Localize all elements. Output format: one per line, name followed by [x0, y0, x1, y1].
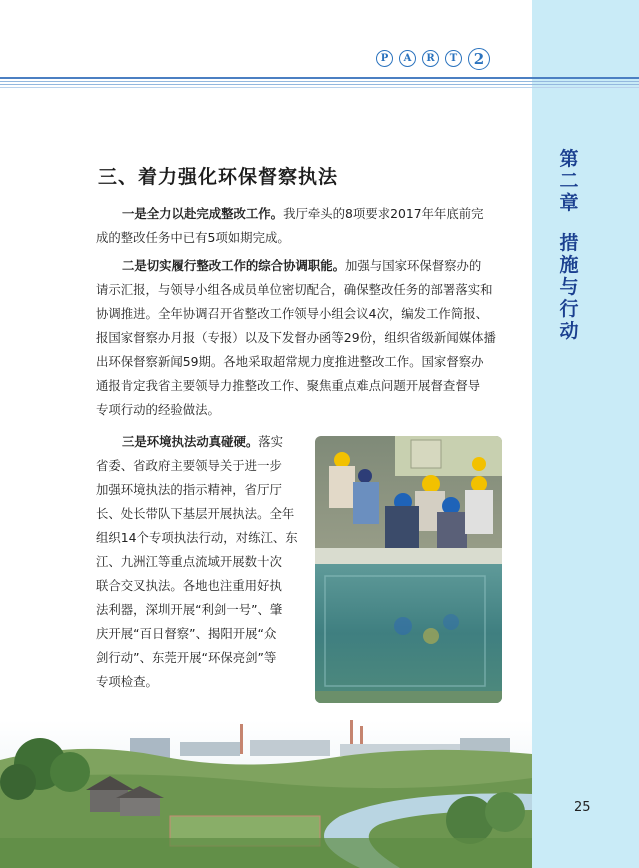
- text-line: 长、处长带队下基层开展执法。全年: [96, 506, 295, 521]
- text-line: 加强环境执法的指示精神，省厅厅: [96, 482, 282, 497]
- chapter-char: 与: [559, 276, 579, 298]
- chapter-char: 动: [559, 320, 579, 342]
- text-line: 我厅牵头的8项要求2017年年底前完: [283, 206, 484, 221]
- text-line: 通报肯定我省主要领导力推整改工作、聚焦重点难点问题开展督查督导: [96, 378, 481, 393]
- header-stripe: [0, 87, 639, 88]
- paragraph-lead: 一是全力以赴完成整改工作。: [122, 206, 284, 221]
- chapter-char: 章: [559, 192, 579, 214]
- text-line: 专项检查。: [96, 674, 158, 689]
- text-line: 省委、省政府主要领导关于进一步: [96, 458, 282, 473]
- text-line: 联合交叉执法。各地也注重用好执: [96, 578, 282, 593]
- paragraph-2: [96, 254, 496, 422]
- part-letter-a: A: [399, 50, 416, 67]
- paragraph-3: [96, 430, 298, 694]
- text-line: 庆开展“百日督察”、揭阳开展“众: [96, 626, 277, 641]
- text-line: 剑行动”、东莞开展“环保亮剑”等: [96, 650, 277, 665]
- text-line: 请示汇报，与领导小组各成员单位密切配合，确保整改任务的部署落实和: [96, 282, 493, 297]
- chapter-char: 二: [559, 170, 579, 192]
- part-letter-r: R: [422, 50, 439, 67]
- part-label: [376, 50, 496, 72]
- text-line: 成的整改任务中已有5项如期完成。: [96, 230, 290, 245]
- paragraph-lead: 三是环境执法动真碰硬。: [122, 434, 259, 449]
- header-stripe: [0, 84, 639, 85]
- inspection-photo: [315, 436, 502, 703]
- chapter-char: 第: [559, 148, 579, 170]
- header-stripe: [0, 77, 639, 79]
- text-line: 加强与国家环保督察办的: [345, 258, 482, 273]
- text-line: 出环保督察新闻59期。各地采取超常规力度推进整改工作。国家督察办: [96, 354, 484, 369]
- text-line: 协调推进。全年协调召开省整改工作领导小组会议4次，编发工作简报、: [96, 306, 488, 321]
- text-line: 落实: [258, 434, 284, 449]
- page-number: 25: [574, 800, 591, 815]
- text-line: 报国家督察办月报（专报）以及下发督办函等29份，组织省级新闻媒体播: [96, 330, 496, 345]
- chapter-title: [552, 148, 586, 342]
- chapter-char: 措: [559, 232, 579, 254]
- part-letter-t: T: [445, 50, 462, 67]
- text-line: 专项行动的经验做法。: [96, 402, 220, 417]
- header-stripe: [0, 81, 639, 82]
- river-landscape-image: [0, 720, 532, 868]
- paragraph-1: [96, 202, 484, 250]
- text-line: 组织14个专项执法行动，对练江、东: [96, 530, 298, 545]
- chapter-char: 行: [559, 298, 579, 320]
- section-heading: 三、着力强化环保督察执法: [98, 166, 339, 188]
- chapter-char: 施: [559, 254, 579, 276]
- paragraph-lead: 二是切实履行整改工作的综合协调职能。: [122, 258, 346, 273]
- text-line: 法利器，深圳开展“利剑一号”、肇: [96, 602, 283, 617]
- chapter-side-band: [532, 0, 639, 868]
- part-number: 2: [468, 48, 490, 70]
- part-letter-p: P: [376, 50, 393, 67]
- text-line: 江、九洲江等重点流域开展数十次: [96, 554, 282, 569]
